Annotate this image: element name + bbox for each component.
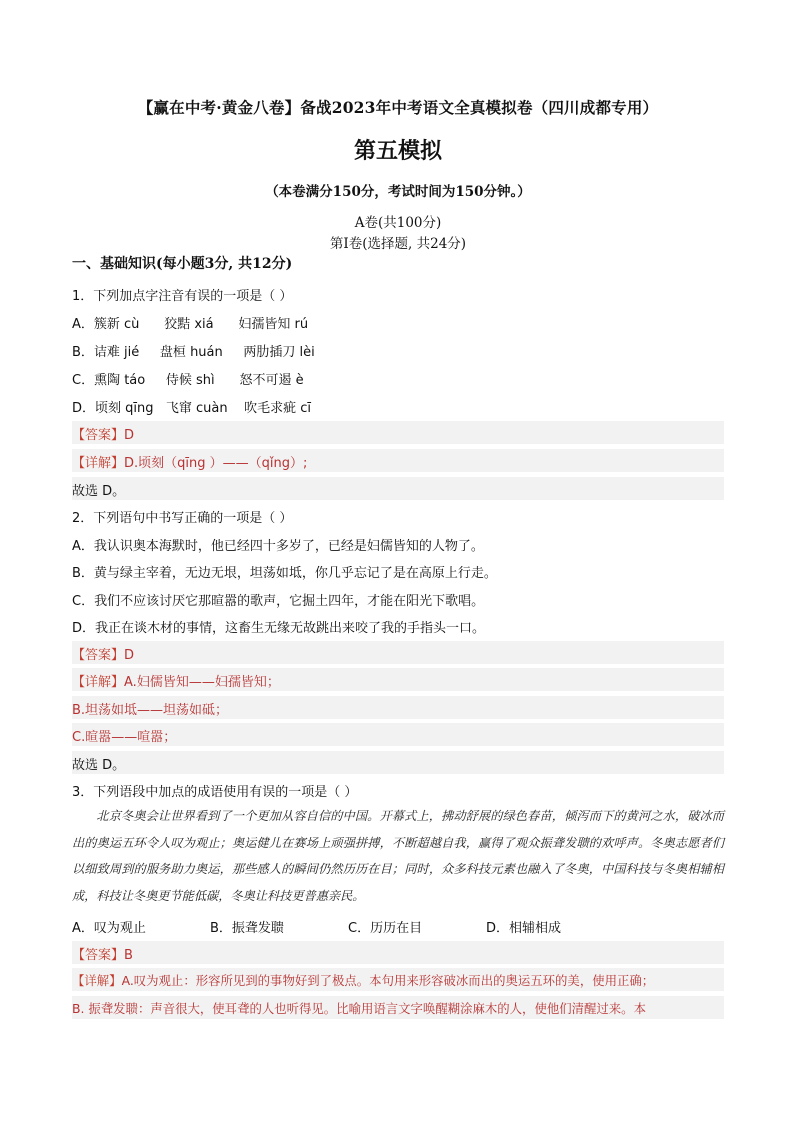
q3-option-a: A．叹为观止 [72,921,146,936]
q2-detail [72,671,280,690]
answer-tag: 【答案】 [72,948,125,963]
detail-tag: 【详解】 [72,675,125,690]
q3-detail [72,971,654,989]
q2-option-d: D．我正在谈木材的事情，这畜生无缘无故跳出来咬了我的手指头一口。 [72,621,486,636]
q1-option-d: D．顷刻 qīng 飞窜 cuàn 吹毛求疵 cī [72,401,312,416]
q2-answer [72,644,134,663]
q3-passage: 北京冬奥会让世界看到了一个更加从容自信的中国。开幕式上，拂动舒展的绿色春苗，倾泻而下的黄河之水，破冰而出的奥运五环令人叹为观止；奥运健儿在赛场上顽强拼搏，不断超越自我，赢得了观众振聋发聩的欢呼声。冬奥志愿者们以细致周到的服务助力奥运，那些感人的瞬间仍然历历在目；同时，众多科技元素也融入了冬奥，中国科技与冬奥相辅相成，科技让冬奥更节能低碳，冬奥让科技更普惠亲民。 [72,809,724,903]
q1-answer [72,424,134,443]
section-heading: 一、基础知识(每小题3分, 共12分) [72,256,293,272]
q3-answer [72,944,133,963]
q3-detail-line: B. 振聋发聩：声音很大，使耳聋的人也听得见。比喻用语言文字唤醒糊涂麻木的人，使他们清醒过来。本 [72,1001,646,1016]
detail-tag: 【详解】 [72,973,122,988]
exam-title: 【赢在中考·黄金八卷】备战2023年中考语文全真模拟卷（四川成都专用） [137,98,659,117]
answer-value: D [124,648,135,663]
q1-conclusion: 故选 D。 [72,484,126,499]
q2-conclusion: 故选 D。 [72,758,126,773]
exam-note: （本卷满分150分，考试时间为150分钟。） [265,184,531,200]
q1-detail [72,452,307,471]
q1-option-a: A．簇新 cù 狡黠 xiá 妇孺皆知 rú [72,317,309,332]
q3-stem: 3．下列语段中加点的成语使用有误的一项是（ ） [72,785,358,800]
q1-answer-band [72,421,724,444]
q1-option-c: C．熏陶 táo 侍候 shì 怒不可遏 è [72,373,304,388]
q3-options [72,917,561,936]
q1-stem: 1．下列加点字注音有误的一项是（ ） [72,289,293,304]
answer-value: B [124,948,133,963]
answer-tag: 【答案】 [72,648,125,663]
answer-value: D [124,428,135,443]
q2-option-c: C．我们不应该讨厌它那暄嚣的歌声，它掘土四年，才能在阳光下歌唱。 [72,594,485,609]
q2-option-b: B．黄与绿主宰着，无边无垠，坦荡如坻，你几乎忘记了是在高原上行走。 [72,566,497,581]
q1-option-b: B．诘难 jié 盘桓 huán 两肋插刀 lèi [72,345,315,360]
q2-answer-band [72,641,724,664]
q3-option-c: C．历历在目 [348,921,423,936]
q2-option-a: A．我认识奥本海默时，他已经四十多岁了，已经是妇儒皆知的人物了。 [72,539,484,554]
exam-subtitle: 第五模拟 [353,138,442,164]
part-a-heading: A卷(共100分) [354,215,442,231]
answer-tag: 【答案】 [72,428,125,443]
detail-text: A.妇儒皆知——妇孺皆知； [124,675,280,690]
q2-detail-line: C.暄嚣——喧嚣； [72,730,177,745]
part-1-heading: 第Ⅰ卷(选择题, 共24分) [329,236,467,252]
q2-detail-line: B.坦荡如坻——坦荡如砥； [72,703,229,718]
q3-option-b: B．振聋发聩 [210,921,284,936]
q3-option-d: D．相辅相成 [486,921,562,936]
detail-text: D.顷刻（qīng ）——（qǐng）; [124,456,308,471]
q1-conclusion-band [72,477,724,500]
q3-answer-band [72,941,724,964]
detail-tag: 【详解】 [72,456,125,471]
detail-text: A.叹为观止：形容所见到的事物好到了极点。本句用来形容破冰而出的奥运五环的美，使用正确； [121,973,655,988]
q2-conclusion-band [72,751,724,774]
q2-stem: 2．下列语句中书写正确的一项是（ ） [72,511,293,526]
